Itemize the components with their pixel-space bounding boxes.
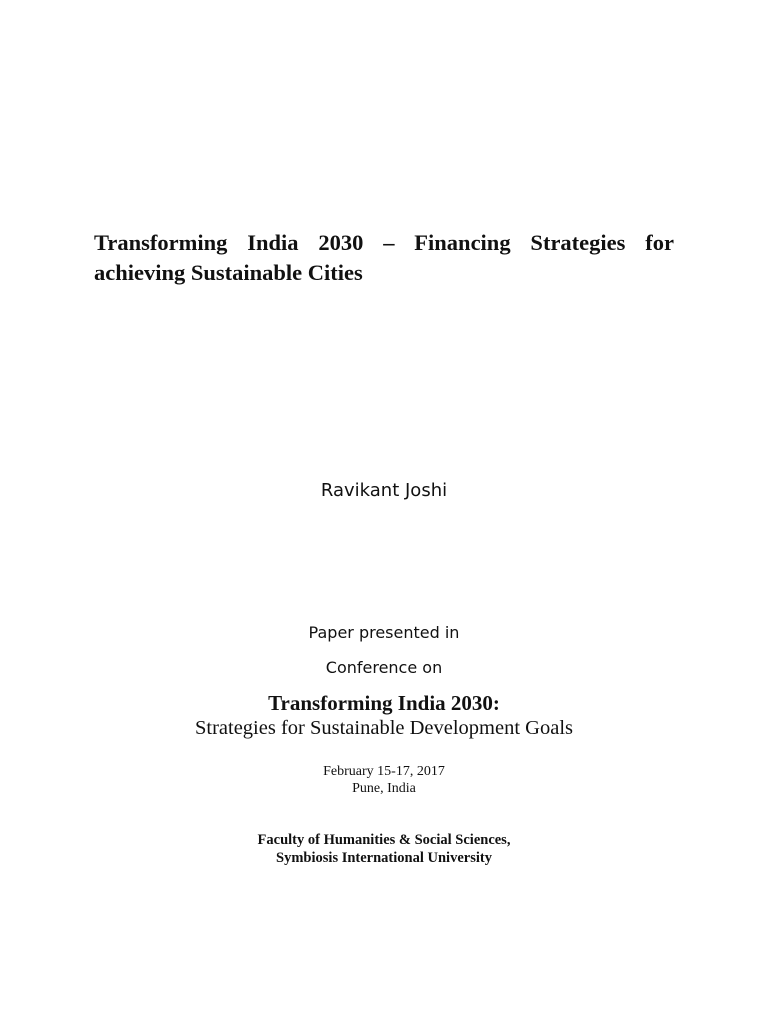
conference-on-text: Conference on	[325, 658, 443, 677]
conference-name: Transforming India 2030:	[268, 691, 500, 715]
conference-subtitle: Strategies for Sustainable Development Goals	[194, 717, 574, 739]
presented-in-text: Paper presented in	[308, 623, 460, 642]
conference-dates: February 15-17, 2017	[323, 764, 445, 779]
host-faculty: Faculty of Humanities & Social Sciences,	[257, 832, 511, 848]
paper-title: Transforming India 2030 – Financing Strategies for achieving Sustainable Cities	[94, 230, 674, 285]
host-university: Symbiosis International University	[276, 850, 492, 866]
author-name: Ravikant Joshi	[320, 480, 448, 501]
conference-location: Pune, India	[352, 781, 416, 796]
